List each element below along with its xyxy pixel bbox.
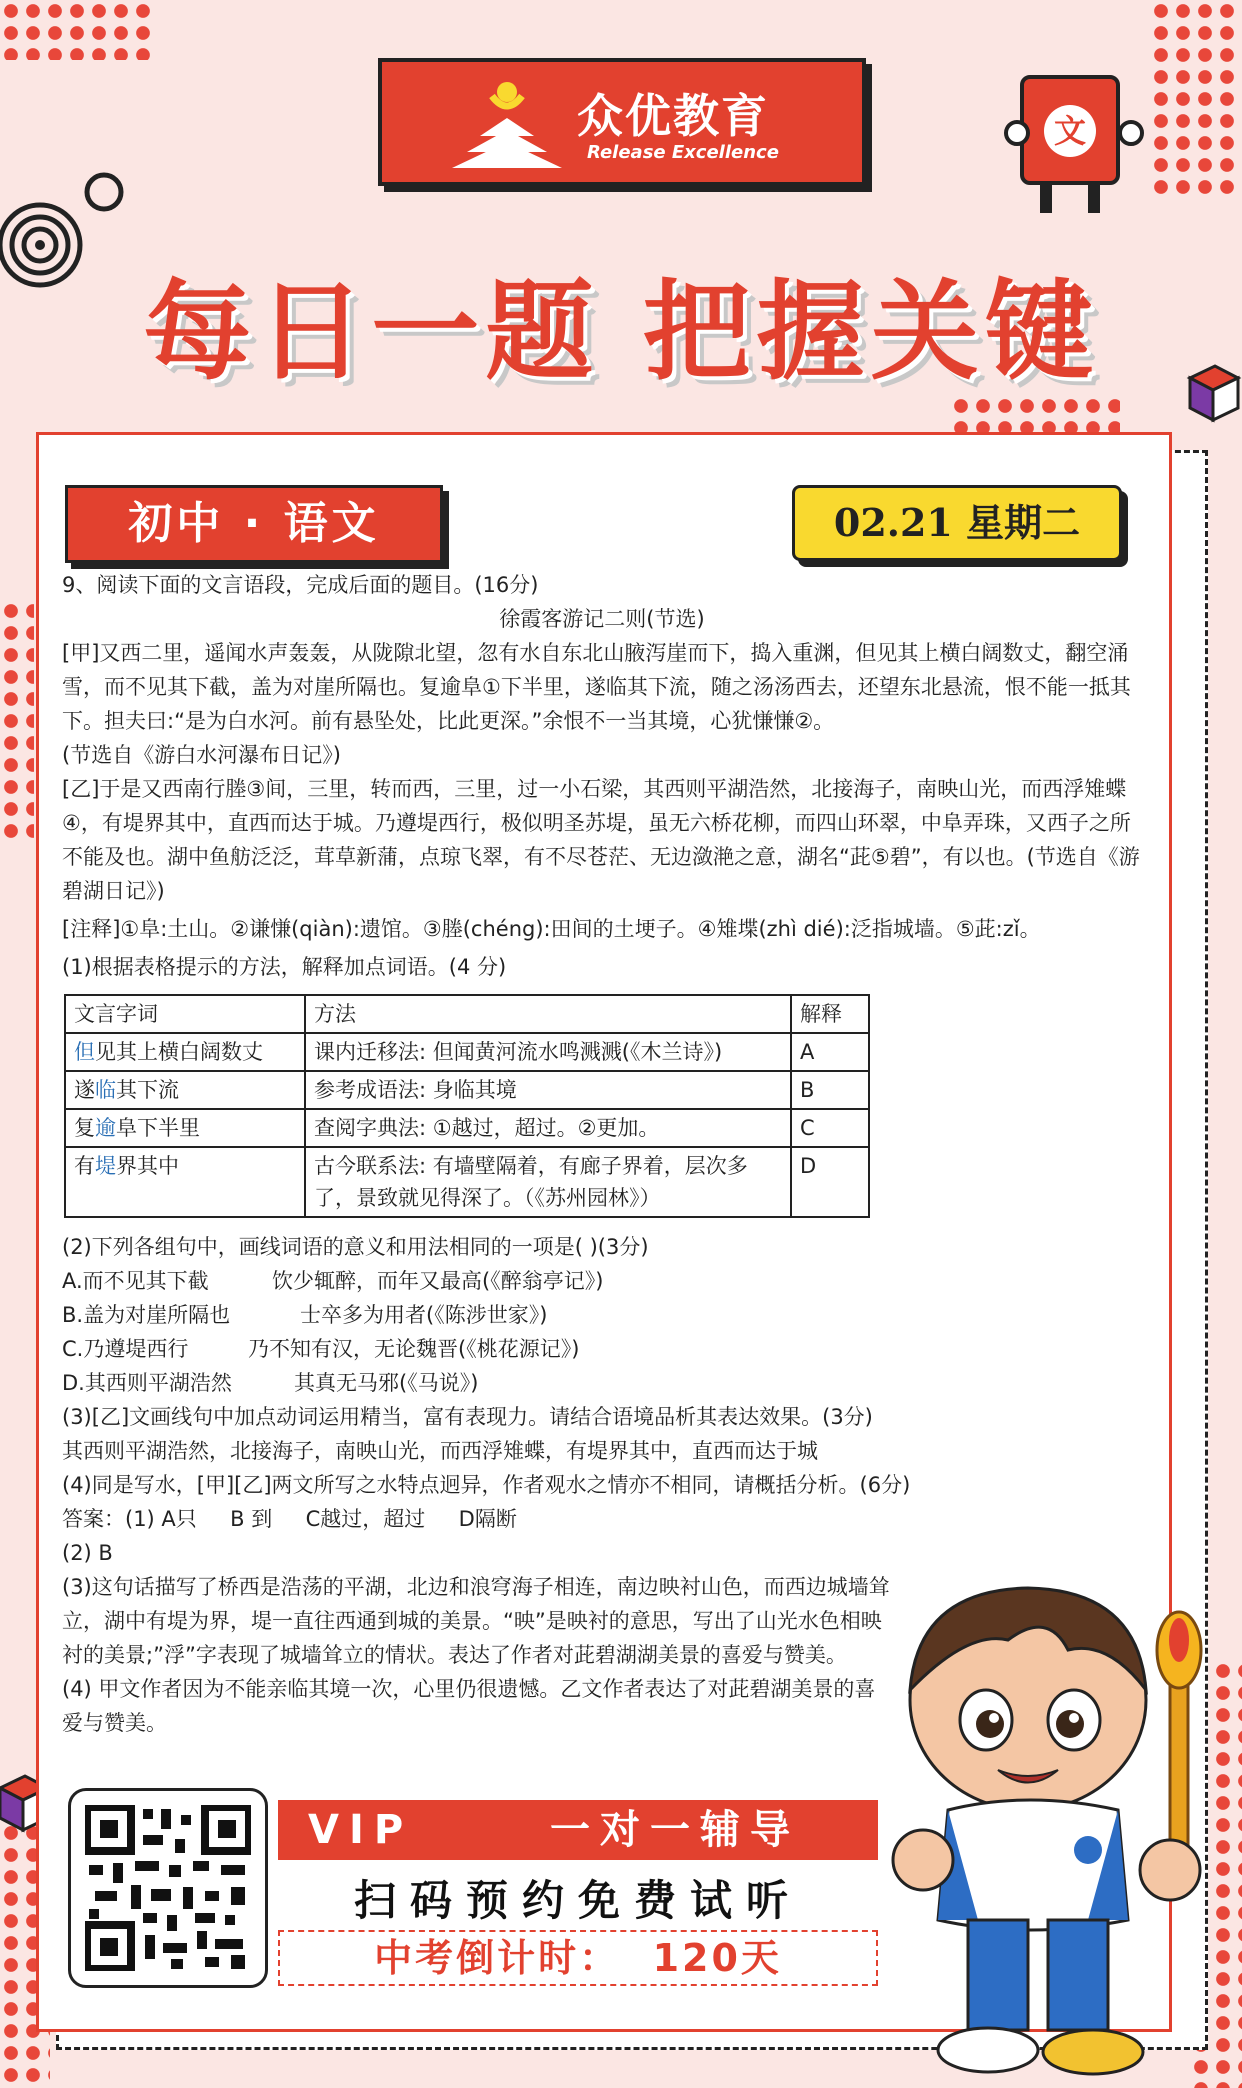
table-row bbox=[65, 1071, 869, 1109]
answer-1: 答案：(1) A只 B 到 C越过，超过 D隔断 bbox=[62, 1507, 517, 1531]
mascot-arm-left bbox=[1004, 120, 1030, 146]
passage-title: 徐霞客游记二则(节选) bbox=[499, 607, 705, 631]
mascot-leg-right bbox=[1088, 185, 1100, 213]
table-row bbox=[65, 1147, 869, 1217]
option-c: C.乃遵堤西行 乃不知有汉，无论魏晋(《桃花源记》) bbox=[62, 1337, 580, 1361]
page-title: 每日一题 把握关键 bbox=[143, 270, 1099, 395]
table-row bbox=[65, 1033, 869, 1071]
table-cell-method: 参考成语法: 身临其境 bbox=[305, 1071, 791, 1109]
table-header: 方法 bbox=[305, 995, 791, 1033]
table-header-row bbox=[65, 995, 869, 1033]
question-1: (1)根据表格提示的方法，解释加点词语。(4 分) bbox=[62, 955, 507, 979]
question-2: (2)下列各组句中，画线词语的意义和用法相同的一项是( )(3分) bbox=[62, 1235, 649, 1259]
table-cell-answer: C bbox=[791, 1109, 869, 1147]
answer-4: (4) 甲文作者因为不能亲临其境一次，心里仍很遗憾。乙文作者表达了对茈碧湖美景的喜爱与赞美。 bbox=[62, 1677, 876, 1735]
decor-dots-right-mid bbox=[950, 395, 1120, 435]
notes: [注释]①阜:土山。②谦慊(qiàn):遗馆。③塍(chéng):田间的土埂子。④雉堞(zhì dié):泛指城墙。⑤茈:zǐ。 bbox=[62, 917, 1041, 941]
question-3: (3)[乙]文画线句中加点动词运用精当，富有表现力。请结合语境品析其表达效果。(3分) bbox=[62, 1405, 873, 1429]
table-cell-word: 但见其上横白阔数丈 bbox=[65, 1033, 305, 1071]
question-intro: 9、阅读下面的文言语段，完成后面的题目。(16分) bbox=[62, 573, 539, 597]
decor-dots-top-right bbox=[1150, 0, 1242, 200]
table-cell-answer: A bbox=[791, 1033, 869, 1071]
passage-jia: [甲]又西二里，遥闻水声轰轰，从陇隙北望，忽有水自东北山腋泻崖而下，捣入重渊，但见其上横白阔数丈，翻空涌雪，而不见其下截，盖为对崖所隔也。复逾阜①下半里，遂临其下流，随之汤汤西去，还望东北悬流，恨不能一抵其下。担夫曰:“是为白水河。前有悬坠处，比此更深。”余恨不一当其境，心犹慊慊②。 bbox=[62, 641, 1131, 733]
option-b: B.盖为对崖所隔也 士卒多为用者(《陈涉世家》) bbox=[62, 1303, 548, 1327]
vip-banner[interactable] bbox=[278, 1800, 878, 1860]
decor-dots-top-left bbox=[0, 0, 150, 60]
vocab-table bbox=[64, 994, 870, 1218]
date-badge: 02.21 星期二 bbox=[792, 485, 1122, 561]
table-cell-method: 古今联系法: 有墙壁隔着，有廊子界着，层次多了，景致就见得深了。（《苏州园林》） bbox=[305, 1147, 791, 1217]
qr-code[interactable] bbox=[68, 1788, 268, 1988]
vip-label: VIP bbox=[308, 1807, 414, 1853]
table-header: 文言字词 bbox=[65, 995, 305, 1033]
table-header: 解释 bbox=[791, 995, 869, 1033]
table-cell-word: 复逾阜下半里 bbox=[65, 1109, 305, 1147]
brand-name-en: Release Excellence bbox=[587, 142, 779, 163]
table-cell-method: 查阅字典法: ①越过，超过。②更加。 bbox=[305, 1109, 791, 1147]
boy-mascot-icon bbox=[878, 1570, 1208, 2080]
table-cell-method: 课内迁移法: 但闻黄河流水鸣溅溅(《木兰诗》) bbox=[305, 1033, 791, 1071]
table-row bbox=[65, 1109, 869, 1147]
table-cell-answer: B bbox=[791, 1071, 869, 1109]
subject-mascot bbox=[1020, 75, 1120, 185]
question-4: (4)同是写水，[甲][乙]两文所写之水特点迥异，作者观水之情亦不相同，请概括分析。(6分) bbox=[62, 1473, 911, 1497]
answer-2: (2) B bbox=[62, 1541, 113, 1565]
question-3-sentence: 其西则平湖浩然，北接海子，南映山光，而西浮雉蝶，有堤界其中，直西而达于城 bbox=[62, 1439, 818, 1463]
decor-dots-left-mid bbox=[0, 600, 34, 840]
brand-name-cn: 众优教育 bbox=[577, 89, 769, 143]
answer-3: (3)这句话描写了桥西是浩荡的平湖，北边和浪穹海子相连，南边映衬山色，而西边城墙耸立，湖中有堤为界，堤一直往西通到城的美景。“映”是映衬的意思，写出了山光水色相映衬的美景;”浮”字表现了城墙耸立的情状。表达了作者对茈碧湖湖美景的喜爱与赞美。 bbox=[62, 1575, 890, 1667]
table-cell-word: 遂临其下流 bbox=[65, 1071, 305, 1109]
tutoring-label: 一对一辅导 bbox=[550, 1807, 800, 1853]
brand-tree-icon bbox=[452, 78, 562, 170]
scan-text: 扫码预约免费试听 bbox=[353, 1876, 802, 1925]
brand-logo bbox=[378, 58, 866, 186]
option-a: A.而不见其下截 饮少辄醉，而年又最高(《醉翁亭记》) bbox=[62, 1269, 604, 1293]
question-content bbox=[62, 568, 1142, 1740]
subject-label: 初中 · 语文 bbox=[65, 485, 443, 563]
table-cell-word: 有堤界其中 bbox=[65, 1147, 305, 1217]
option-d: D.其西则平湖浩然 其真无马邪(《马说》) bbox=[62, 1371, 479, 1395]
passage-jia-source: (节选自《游白水河瀑布日记》) bbox=[62, 743, 341, 767]
mascot-leg-left bbox=[1040, 185, 1052, 213]
small-ring-icon bbox=[82, 170, 126, 214]
table-cell-answer: D bbox=[791, 1147, 869, 1217]
exam-countdown: 中考倒计时： 120天 bbox=[278, 1930, 878, 1986]
passage-yi: [乙]于是又西南行塍③间，三里，转而西，三里，过一小石梁，其西则平湖浩然，北接海子，南映山光，而西浮雉蝶④，有堤界其中，直西而达于城。乃遵堤西行，极似明圣苏堤，虽无六桥花柳，而四山环翠，中阜弄珠，又西子之所不能及也。湖中鱼舫泛泛，茸草新蒲，点琼飞翠，有不尽苍茫、无边潋滟之意，湖名“茈⑤碧”，有以也。(节选自《游碧湖日记》) bbox=[62, 777, 1140, 903]
subject-mascot-char: 文 bbox=[1044, 105, 1096, 157]
mascot-arm-right bbox=[1118, 120, 1144, 146]
qr-code-icon bbox=[85, 1805, 251, 1971]
